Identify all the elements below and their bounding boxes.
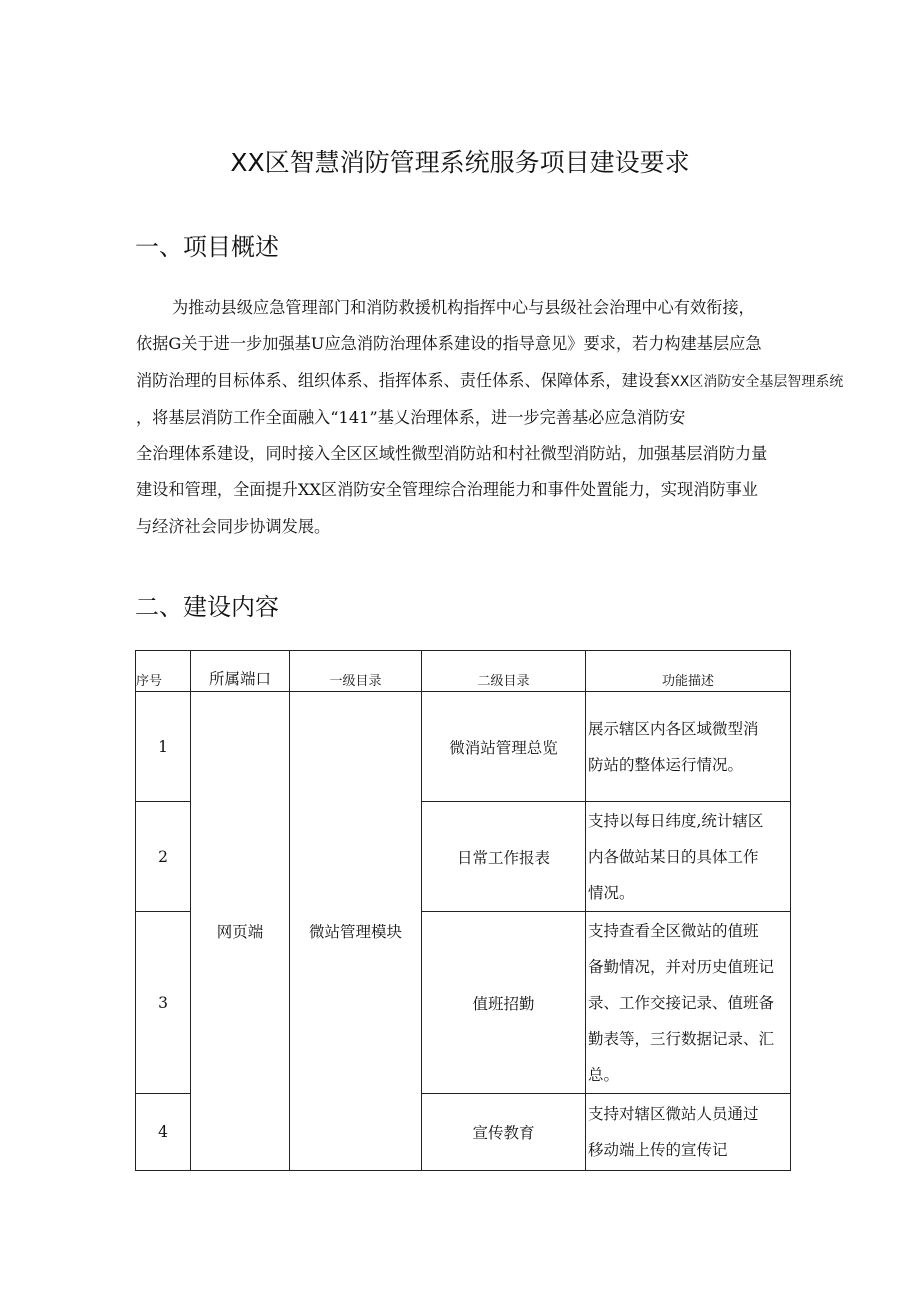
function-desc: 支持查看全区微站的值班 备勤情况，并对历史值班记 录、工作交接记录、值班备 勤表等，三行数据记录、汇 总。 [586,912,791,1094]
paragraph-line: 与经济社会同步协调发展。 [136,516,331,536]
document-title: XX区智慧消防管理系统服务项目建设要求 [230,148,690,177]
sub-directory: 微消站管理总览 [422,692,586,802]
function-desc: 支持以每日纬度,统计辖区 内各做站某日的具体工作 情况。 [586,802,791,912]
header-level2: 二级目录 [422,651,586,692]
paragraph-line: 全治理体系建设，同时接入全区区域性微型消防站和村社微型消防站，加强基层消防力量 [136,444,768,464]
section-heading-content: 二、建设内容 [135,593,279,621]
row-no: 2 [136,802,191,912]
header-port: 所属端口 [191,651,290,692]
paragraph-line: ，将基层消防工作全面融入“141”基乂治理体系，进一步完善基必应急消防安 [136,407,686,427]
paragraph-line: 消防治理的目标体系、组织体系、指挥体系、责任体系、保障体系，建设套XX区消防安全基层智理系统 [136,370,844,390]
paragraph-line: 依据G关于进一步加强基U应急消防治理体系建设的指导意见》要求，若力构建基层应急 [136,334,762,354]
function-desc: 展示辖区内各区域微型消 防站的整体运行情况。 [586,692,791,802]
overview-paragraph [136,290,844,545]
table-header-row [136,651,791,692]
row-no: 1 [136,692,191,802]
function-desc: 支持对辖区微站人员通过 移动端上传的宣传记 [586,1094,791,1171]
paragraph-line: 建设和管理，全面提升XX区消防安全管理综合治理能力和事件处置能力，实现消防事业 [136,480,758,500]
header-level1: 一级目录 [290,651,422,692]
port-cell: 网页端 [191,692,290,1171]
sub-directory: 值班招勤 [422,912,586,1094]
sub-directory: 宣传教育 [422,1094,586,1171]
module-cell: 微站管理模块 [290,692,422,1171]
paragraph-line: 为推动县级应急管理部门和消防救援机构指挥中心与县级社会治理中心有效衔接， [172,298,755,317]
header-no: 序号 [136,651,191,692]
construction-content-table [135,650,791,1171]
row-no: 4 [136,1094,191,1171]
row-no: 3 [136,912,191,1094]
table-row [136,692,791,802]
sub-directory: 日常工作报表 [422,802,586,912]
section-heading-overview: 一、项目概述 [135,233,279,261]
system-name: XX区消防安全基层智理系统 [670,373,844,390]
header-desc: 功能描述 [586,651,791,692]
